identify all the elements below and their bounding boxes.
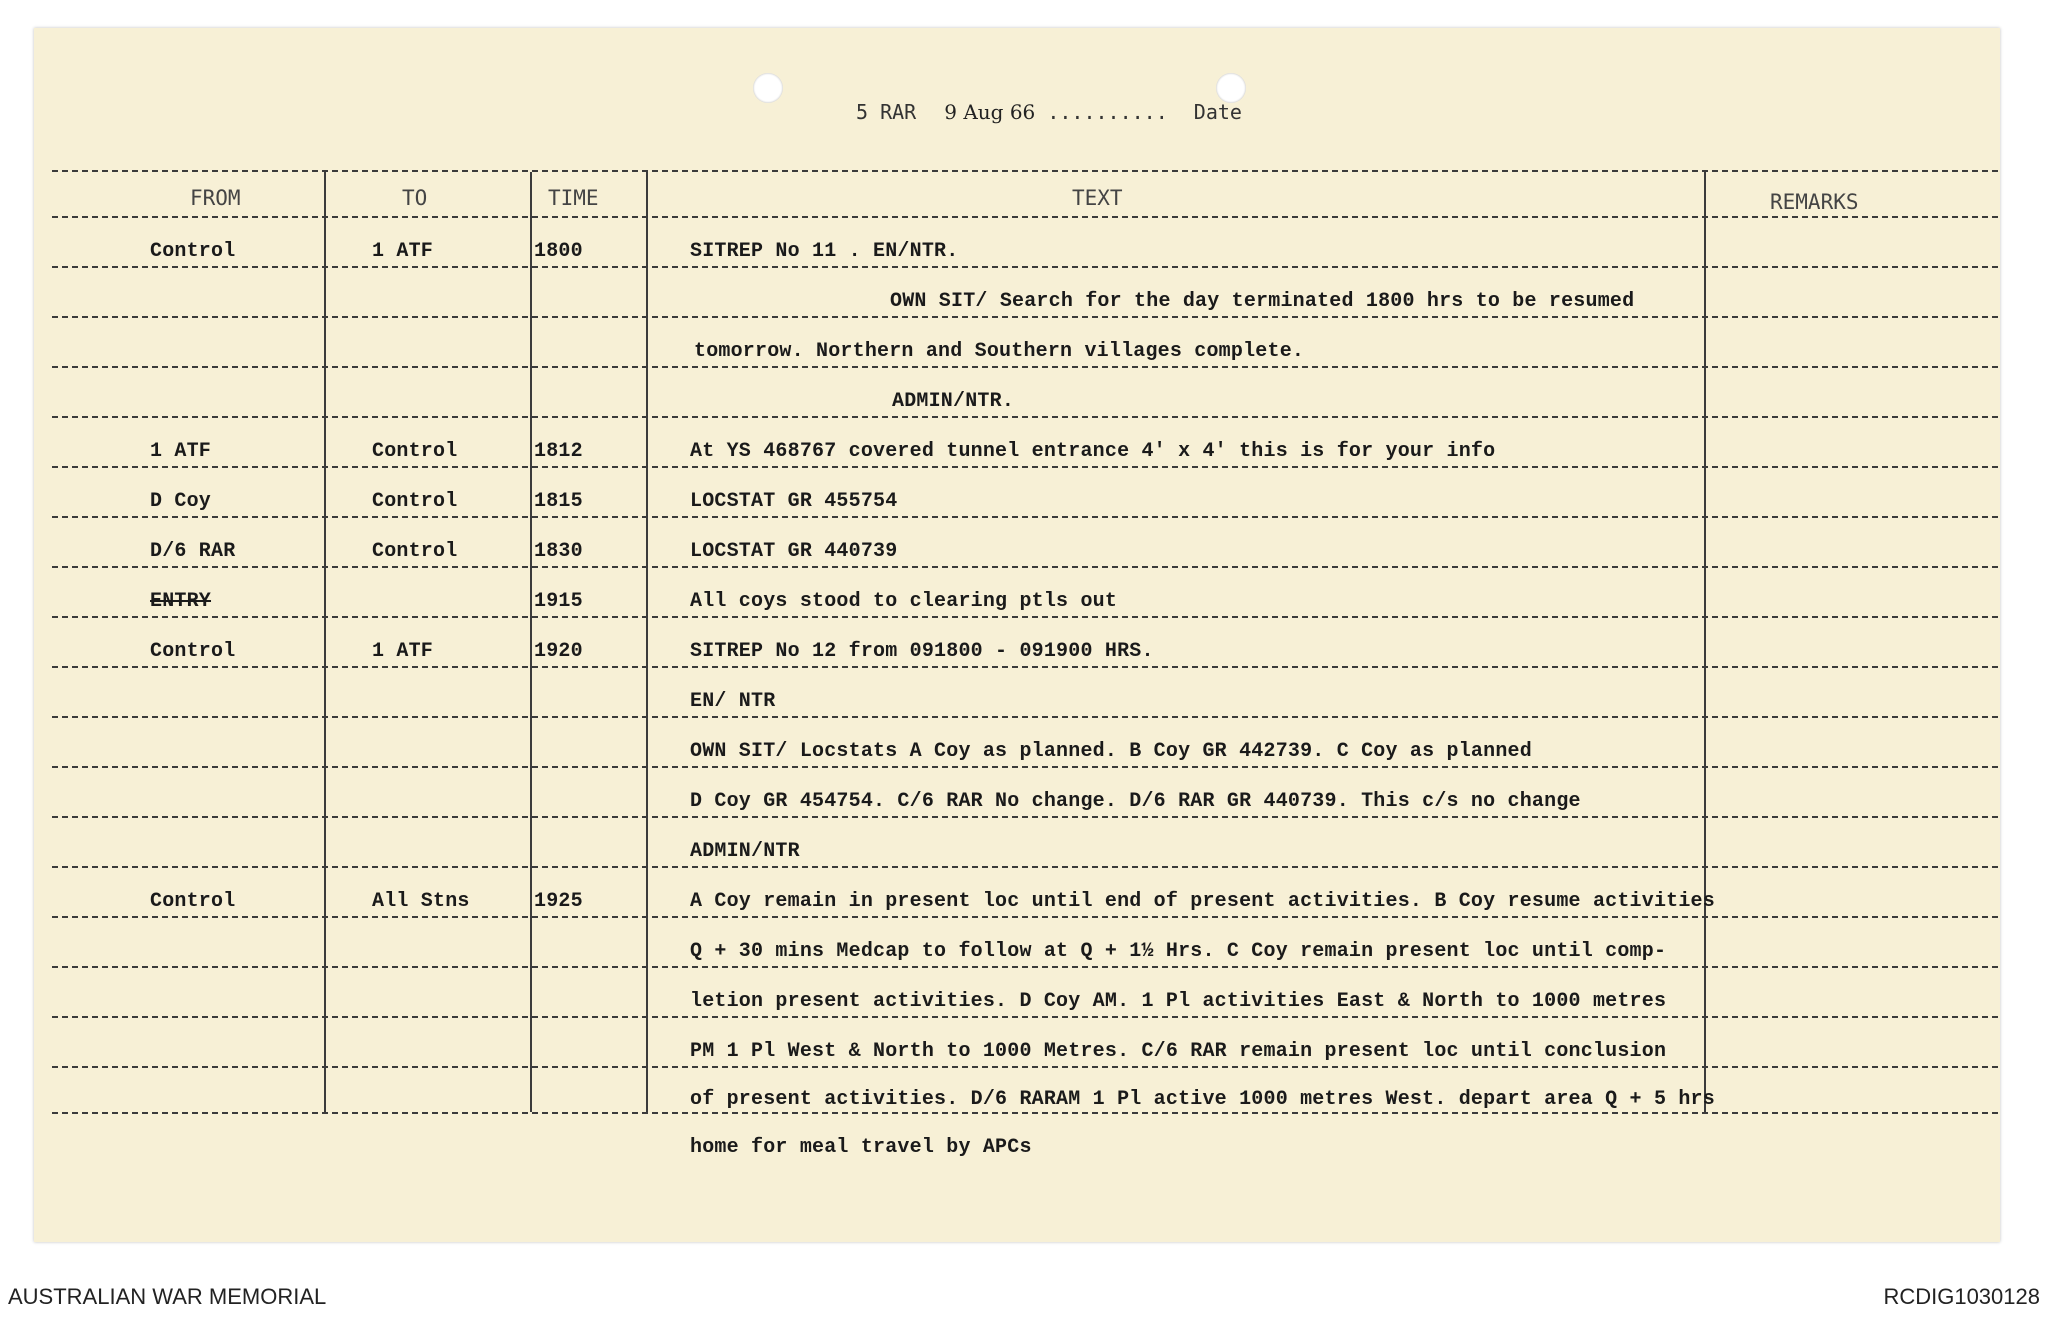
row-text: ADMIN/NTR. [892, 390, 1015, 413]
date-value: 9 Aug 66 [944, 100, 1036, 124]
row-text: A Coy remain in present loc until end of present activities. B Coy resume activities [690, 890, 1715, 913]
column-rule-from-to [324, 172, 326, 1112]
row-rule [52, 266, 1998, 268]
row-to: 1 ATF [372, 640, 434, 663]
row-time: 1815 [534, 490, 583, 513]
row-rule [52, 616, 1998, 618]
row-from: Control [150, 640, 236, 663]
row-time: 1920 [534, 640, 583, 663]
punch-hole-left [753, 73, 783, 103]
row-text: letion present activities. D Coy AM. 1 Pl activities East & North to 1000 metres [690, 990, 1667, 1013]
row-from: D/6 RAR [150, 540, 236, 563]
row-to: 1 ATF [372, 240, 434, 263]
date-label: Date [1193, 100, 1242, 124]
row-time: 1812 [534, 440, 583, 463]
row-text: D Coy GR 454754. C/6 RAR No change. D/6 RAR GR 440739. This c/s no change [690, 790, 1581, 813]
column-header-remarks: REMARKS [1770, 190, 1859, 214]
footer-source: AUSTRALIAN WAR MEMORIAL [8, 1284, 327, 1309]
row-text: of present activities. D/6 RARAM 1 Pl active 1000 metres West. depart area Q + 5 hrs [690, 1088, 1715, 1111]
row-text: SITREP No 12 from 091800 - 091900 HRS. [690, 640, 1154, 663]
header-bottom-rule [52, 216, 1998, 218]
column-rule-time-text [646, 172, 648, 1112]
row-from: 1 ATF [150, 440, 212, 463]
column-rule-text-remarks [1704, 172, 1706, 1112]
row-rule [52, 716, 1998, 718]
row-rule [52, 666, 1998, 668]
row-rule [52, 916, 1998, 918]
footer-record-id: RCDIG1030128 [1883, 1284, 2040, 1309]
column-header-text: TEXT [1072, 186, 1123, 210]
row-from: Control [150, 240, 236, 263]
column-header-from: FROM [190, 186, 241, 210]
row-rule [52, 866, 1998, 868]
row-text: LOCSTAT GR 440739 [690, 540, 898, 563]
row-rule [52, 1066, 1998, 1068]
row-time: 1800 [534, 240, 583, 263]
row-rule [52, 416, 1998, 418]
row-from-struck: ENTRY [150, 590, 212, 613]
row-text: EN/ NTR [690, 690, 776, 713]
row-text: Q + 30 mins Medcap to follow at Q + 1½ Hrs. C Coy remain present loc until comp- [690, 940, 1667, 963]
row-to: Control [372, 440, 458, 463]
row-to: Control [372, 490, 458, 513]
row-rule [52, 566, 1998, 568]
column-rule-to-time [530, 172, 532, 1112]
row-from: D Coy [150, 490, 212, 513]
row-text: ADMIN/NTR [690, 840, 800, 863]
row-text: tomorrow. Northern and Southern villages complete. [694, 340, 1305, 363]
row-text: LOCSTAT GR 455754 [690, 490, 898, 513]
row-rule [52, 466, 1998, 468]
row-text: PM 1 Pl West & North to 1000 Metres. C/6 RAR remain present loc until conclusion [690, 1040, 1667, 1063]
row-rule [52, 766, 1998, 768]
row-time: 1915 [534, 590, 583, 613]
row-to: All Stns [372, 890, 470, 913]
row-text: home for meal travel by APCs [690, 1136, 1032, 1159]
date-dots: .......... [1047, 100, 1168, 124]
table-top-rule [52, 170, 1998, 172]
row-rule [52, 966, 1998, 968]
row-text: At YS 468767 covered tunnel entrance 4' x 4' this is for your info [690, 440, 1496, 463]
row-text: OWN SIT/ Locstats A Coy as planned. B Coy GR 442739. C Coy as planned [690, 740, 1532, 763]
row-rule [52, 816, 1998, 818]
row-to: Control [372, 540, 458, 563]
column-header-time: TIME [548, 186, 599, 210]
row-rule [52, 366, 1998, 368]
unit-label: 5 RAR [856, 100, 917, 124]
row-rule [52, 1016, 1998, 1018]
punch-hole-right [1216, 73, 1246, 103]
row-rule [52, 516, 1998, 518]
row-text: OWN SIT/ Search for the day terminated 1800 hrs to be resumed [890, 290, 1635, 313]
row-text: SITREP No 11 . EN/NTR. [690, 240, 959, 263]
document-header [856, 100, 1242, 124]
row-text: All coys stood to clearing ptls out [690, 590, 1118, 613]
row-rule [52, 316, 1998, 318]
row-from: Control [150, 890, 236, 913]
row-time: 1830 [534, 540, 583, 563]
row-time: 1925 [534, 890, 583, 913]
column-header-to: TO [402, 186, 428, 210]
row-rule [52, 1112, 1998, 1114]
